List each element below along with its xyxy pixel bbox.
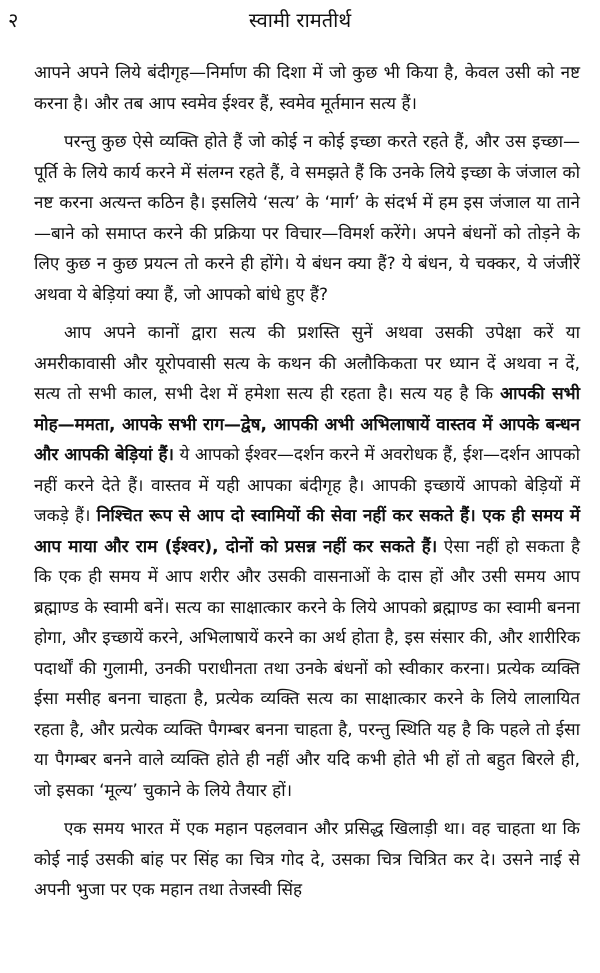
bold-emphasis: आपकी सभी मोह—ममता, आपके सभी राग—द्वेष, आपकी अभी अभिलाषायें वास्तव में आपके बन्धन और आपकी बेड़ियां हैं।	[34, 384, 580, 465]
paragraph-4	[34, 814, 580, 906]
paragraph-text: आपने अपने लिये बंदीगृह—निर्माण की दिशा में जो कुछ भी किया है, केवल उसी को नष्ट करना है। और तब आप स्वमेव ईश्वर हैं, स्वमेव मूर्तमान सत्य हैं।	[34, 63, 580, 114]
body-text	[34, 58, 580, 914]
paragraph-3	[34, 318, 580, 806]
page-number: २	[8, 8, 19, 32]
paragraph-text: ऐसा नहीं हो सकता है कि एक ही समय में आप शरीर और उसकी वासनाओं के दास हों और उसी समय आप ब्रह्माण्ड के स्वामी बनें। सत्य का साक्षात्कार करने के लिये आपको ब्रह्माण्ड का स्वामी बनना होगा, और इच्छायें करने, अभिलाषायें करने का अर्थ होता है, इस संसार की, और शारीरिक पदार्थों की गुलामी, उनकी पराधीनता तथा उनके बंधनों को स्वीकार करना। प्रत्येक व्यक्ति ईसा मसीह बनना चाहता है, प्रत्येक व्यक्ति सत्य का साक्षात्कार करने के लिये लालायित रहता है, और प्रत्येक व्यक्ति पैगम्बर बनना चाहता है, परन्तु स्थिति यह है कि पहले तो ईसा या पैगम्बर बनने वाले व्यक्ति होते ही नहीं और यदि कभी होते भी हों तो बहुत बिरले ही, जो इसका ‘मूल्य’ चुकाने के लिये तैयार हों।	[34, 536, 580, 801]
paragraph-text: परन्तु कुछ ऐसे व्यक्ति होते हैं जो कोई न कोई इच्छा करते रहते हैं, और उस इच्छा—पूर्ति के लिये कार्य करने में संलग्न रहते हैं, वे समझते हैं कि उनके लिये इच्छा के जंजाल को नष्ट करना अत्यन्त कठिन है। इसलिये ‘सत्य’ के ‘मार्ग’ के संदर्भ में हम इस जंजाल या ताने—बाने को समाप्त करने की प्रक्रिया पर विचार—विमर्श करेंगे। अपने बंधनों को तोड़ने के लिए कुछ न कुछ प्रयत्न तो करने ही होंगे। ये बंधन क्या हैं? ये बंधन, ये चक्कर, ये जंजीरें अथवा ये बेड़ियां क्या हैं, जो आपको बांधे हुए हैं?	[34, 132, 580, 305]
paragraph-text: एक समय भारत में एक महान पहलवान और प्रसिद्ध खिलाड़ी था। वह चाहता था कि कोई नाई उसकी बांह पर सिंह का चित्र गोद दे, उसका चित्र चित्रित कर दे। उसने नाई से अपनी भुजा पर एक महान तथा तेजस्वी सिंह	[34, 819, 580, 900]
paragraph-text: ये आपको ईश्वर—दर्शन करने में अवरोधक हैं, ईश—दर्शन आपको नहीं करने देते हैं। वास्तव में यही आपका बंदीगृह है। आपकी इच्छायें आपको बेड़ियों में जकड़े हैं।	[34, 445, 581, 526]
page-header	[0, 0, 600, 48]
paragraph-2	[34, 127, 580, 310]
bold-emphasis: निश्चित रूप से आप दो स्वामियों की सेवा नहीं कर सकते हैं। एक ही समय में आप माया और राम (ईश्वर), दोनों को प्रसन्न नहीं कर सकते हैं।	[34, 506, 580, 557]
running-title: स्वामी रामतीर्थ	[248, 8, 352, 32]
paragraph-1	[34, 58, 580, 119]
paragraph-text: आप अपने कानों द्वारा सत्य की प्रशस्ति सुनें अथवा उसकी उपेक्षा करें या अमरीकावासी और यूरोपवासी सत्य के कथन की अलौकिकता पर ध्यान दें अथवा न दें, सत्य तो सभी काल, सभी देश में हमेशा सत्य ही रहता है। सत्य यह है कि	[34, 323, 580, 404]
